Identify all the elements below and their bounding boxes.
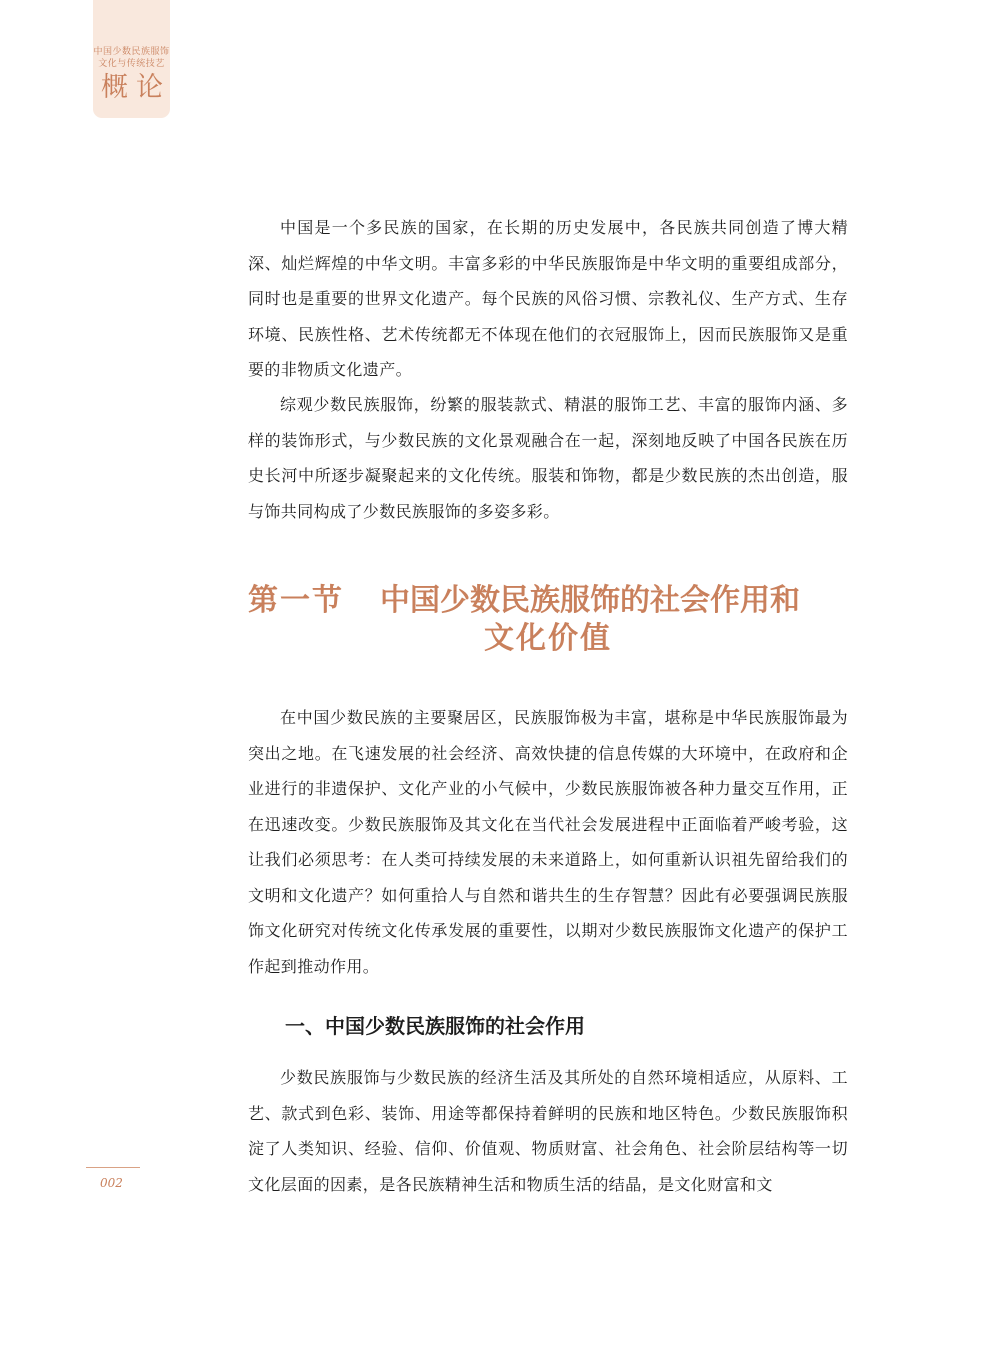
section-heading-line1 — [248, 582, 848, 620]
chapter-tab — [93, 0, 170, 118]
tab-book-title-line2: 文化与传统技艺 — [98, 59, 165, 69]
tab-chapter-title: 概论 — [101, 72, 171, 103]
section-paragraph-1: 在中国少数民族的主要聚居区，民族服饰极为丰富，堪称是中华民族服饰最为突出之地。在飞速发展的社会经济、高效快捷的信息传媒的大环境中，在政府和企业进行的非遗保护、文化产业的小气候中，少数民族服饰被各种力量交互作用，正在迅速改变。少数民族服饰及其文化在当代社会发展进程中正面临着严峻考验，这让我们必须思考：在人类可持续发展的未来道路上，如何重新认识祖先留给我们的文明和文化遗产？如何重拾人与自然和谐共生的生存智慧？因此有必要强调民族服饰文化研究对传统文化传承发展的重要性，以期对少数民族服饰文化遗产的保护工作起到推动作用。 — [248, 708, 848, 976]
intro-paragraph-2: 综观少数民族服饰，纷繁的服装款式、精湛的服饰工艺、丰富的服饰内涵、多样的装饰形式，与少数民族的文化景观融合在一起，深刻地反映了中国各民族在历史长河中所逐步凝聚起来的文化传统。服装和饰物，都是少数民族的杰出创造，服与饰共同构成了少数民族服饰的多姿多彩。 — [248, 395, 848, 521]
tab-book-title-line1: 中国少数民族服饰 — [93, 47, 170, 57]
footer-divider — [86, 1167, 140, 1168]
subsection-paragraph-1: 少数民族服饰与少数民族的经济生活及其所处的自然环境相适应，从原料、工艺、款式到色彩、装饰、用途等都保持着鲜明的民族和地区特色。少数民族服饰积淀了人类知识、经验、信仰、价值观、物质财富、社会角色、社会阶层结构等一切文化层面的因素，是各民族精神生活和物质生活的结晶，是文化财富和文 — [248, 1068, 848, 1194]
section-heading — [248, 582, 848, 658]
page-number: 002 — [100, 1176, 123, 1190]
section-number: 第一节 — [248, 583, 344, 618]
subsection-heading: 一、中国少数民族服饰的社会作用 — [285, 1014, 585, 1038]
section-title-line1: 中国少数民族服饰的社会作用和 — [380, 583, 800, 618]
intro-paragraph-1: 中国是一个多民族的国家，在长期的历史发展中，各民族共同创造了博大精深、灿烂辉煌的中华文明。丰富多彩的中华民族服饰是中华文明的重要组成部分，同时也是重要的世界文化遗产。每个民族的风俗习惯、宗教礼仪、生产方式、生存环境、民族性格、艺术传统都无不体现在他们的衣冠服饰上，因而民族服饰又是重要的非物质文化遗产。 — [248, 218, 848, 379]
section-title-line2: 文化价值 — [484, 621, 612, 656]
